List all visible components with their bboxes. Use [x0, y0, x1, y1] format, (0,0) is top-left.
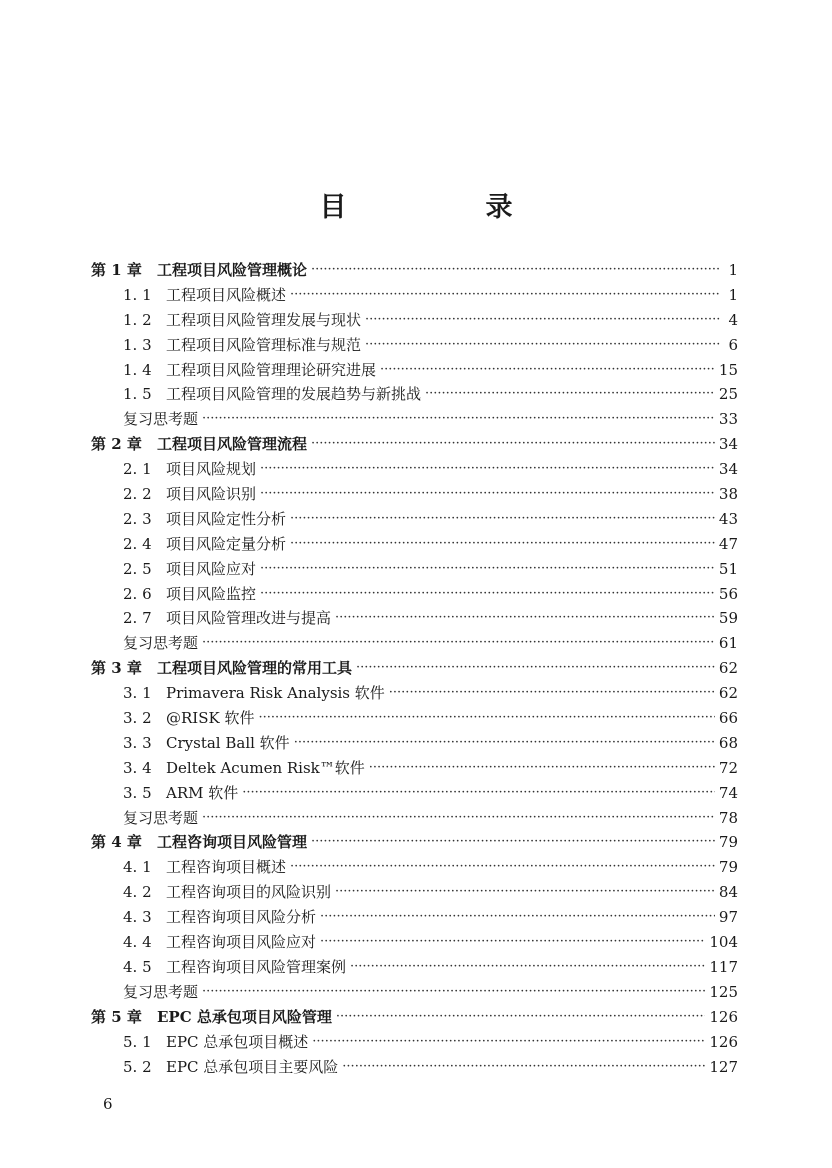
- toc-section-entry: [91, 606, 738, 631]
- toc-entry-page: 84: [718, 883, 738, 902]
- toc-entry-number: 2. 2: [123, 485, 152, 504]
- toc-section-entry: [91, 756, 738, 781]
- toc-leader-dots: [320, 905, 715, 930]
- toc-entry-number: 2. 3: [123, 509, 152, 528]
- toc-section-entry: [91, 880, 738, 905]
- toc-entry-label: 工程咨询项目的风险识别: [166, 883, 332, 902]
- toc-review-entry: [91, 806, 738, 831]
- toc-chapter-entry: [91, 258, 738, 283]
- toc-entry-page: 43: [718, 509, 738, 528]
- toc-entry-label: EPC 总承包项目主要风险: [166, 1057, 339, 1076]
- toc-entry-number: 1. 5: [123, 385, 152, 404]
- toc-review-entry: [91, 980, 738, 1005]
- toc-entry-label: 工程项目风险管理理论研究进展: [166, 360, 377, 379]
- toc-section-entry: [91, 532, 738, 557]
- toc-entry-label: 项目风险识别: [166, 485, 257, 504]
- toc-leader-dots: [356, 656, 715, 681]
- toc-section-entry: [91, 382, 738, 407]
- toc-entry-number: 2. 6: [123, 584, 152, 603]
- toc-leader-dots: [202, 407, 715, 432]
- toc-entry-page: 59: [718, 609, 738, 628]
- toc-entry-number: 1. 2: [123, 310, 152, 329]
- toc-section-entry: [91, 482, 738, 507]
- toc-section-entry: [91, 781, 738, 806]
- toc-entry-number: 4. 2: [123, 883, 152, 902]
- toc-entry-page: 47: [718, 534, 738, 553]
- toc-entry-page: 34: [718, 460, 738, 479]
- toc-list: [91, 258, 738, 1079]
- toc-entry-number: 4. 1: [123, 858, 152, 877]
- toc-leader-dots: [335, 606, 715, 631]
- toc-section-entry: [91, 955, 738, 980]
- toc-review-entry: [91, 407, 738, 432]
- toc-entry-page: 1: [728, 285, 738, 304]
- toc-leader-dots: [342, 1055, 705, 1080]
- toc-section-entry: [91, 507, 738, 532]
- toc-leader-dots: [336, 1005, 705, 1030]
- toc-entry-number: 4. 4: [123, 933, 152, 952]
- toc-entry-label: 工程咨询项目概述: [166, 858, 287, 877]
- toc-leader-dots: [335, 880, 715, 905]
- toc-leader-dots: [320, 930, 705, 955]
- toc-section-entry: [91, 457, 738, 482]
- page-number: 6: [103, 1095, 113, 1113]
- toc-entry-number: 1. 4: [123, 360, 152, 379]
- toc-entry-label: ARM 软件: [166, 783, 239, 802]
- toc-entry-page: 62: [718, 659, 738, 678]
- toc-review-entry: [91, 631, 738, 656]
- toc-leader-dots: [369, 756, 715, 781]
- toc-entry-label: EPC 总承包项目风险管理: [157, 1007, 332, 1026]
- toc-leader-dots: [312, 1030, 705, 1055]
- toc-entry-label: 项目风险定性分析: [166, 509, 287, 528]
- toc-chapter-entry: [91, 1005, 738, 1030]
- toc-entry-page: 72: [718, 758, 738, 777]
- toc-leader-dots: [260, 482, 715, 507]
- toc-entry-label: 项目风险规划: [166, 460, 257, 479]
- toc-entry-number: 第 1 章: [91, 261, 142, 279]
- toc-section-entry: [91, 358, 738, 383]
- toc-entry-label: 工程项目风险管理流程: [157, 435, 308, 454]
- toc-entry-number: 3. 4: [123, 758, 152, 777]
- toc-entry-page: 66: [718, 709, 738, 728]
- toc-section-entry: [91, 855, 738, 880]
- toc-section-entry: [91, 1055, 738, 1080]
- toc-section-entry: [91, 1030, 738, 1055]
- toc-entry-label: 复习思考题: [123, 808, 199, 827]
- toc-leader-dots: [290, 507, 715, 532]
- toc-entry-page: 74: [718, 783, 738, 802]
- toc-chapter-entry: [91, 830, 738, 855]
- toc-entry-label: 工程项目风险管理的常用工具: [157, 659, 353, 678]
- toc-entry-label: 项目风险定量分析: [166, 534, 287, 553]
- toc-entry-number: 5. 1: [123, 1032, 152, 1051]
- toc-leader-dots: [202, 806, 715, 831]
- toc-entry-label: 项目风险监控: [166, 584, 257, 603]
- toc-entry-number: 3. 5: [123, 783, 152, 802]
- toc-leader-dots: [380, 358, 715, 383]
- toc-leader-dots: [260, 457, 715, 482]
- toc-entry-page: 68: [718, 733, 738, 752]
- toc-leader-dots: [365, 308, 720, 333]
- toc-entry-label: Crystal Ball 软件: [166, 733, 290, 752]
- toc-entry-label: 项目风险应对: [166, 559, 257, 578]
- toc-entry-page: 34: [718, 435, 738, 454]
- toc-entry-label: 项目风险管理改进与提高: [166, 609, 332, 628]
- toc-entry-label: 复习思考题: [123, 982, 199, 1001]
- toc-entry-page: 61: [718, 634, 738, 653]
- toc-entry-page: 62: [718, 684, 738, 703]
- toc-entry-number: 2. 4: [123, 534, 152, 553]
- toc-title: 目 录: [319, 192, 569, 223]
- toc-entry-label: 工程项目风险管理的发展趋势与新挑战: [166, 385, 422, 404]
- toc-entry-label: 工程项目风险概述: [166, 285, 287, 304]
- toc-leader-dots: [294, 731, 715, 756]
- toc-entry-label: 工程项目风险管理标准与规范: [166, 335, 362, 354]
- toc-section-entry: [91, 905, 738, 930]
- toc-entry-page: 1: [728, 261, 738, 279]
- toc-leader-dots: [311, 432, 715, 457]
- toc-entry-label: 工程项目风险管理概论: [157, 261, 308, 279]
- toc-entry-number: 5. 2: [123, 1057, 152, 1076]
- toc-section-entry: [91, 283, 738, 308]
- toc-section-entry: [91, 706, 738, 731]
- toc-entry-page: 25: [718, 385, 738, 404]
- toc-entry-number: 3. 2: [123, 709, 152, 728]
- toc-entry-number: 2. 1: [123, 460, 152, 479]
- toc-leader-dots: [260, 582, 715, 607]
- toc-entry-label: @RISK 软件: [166, 709, 255, 728]
- toc-leader-dots: [290, 855, 715, 880]
- toc-entry-page: 4: [728, 310, 738, 329]
- toc-entry-page: 127: [709, 1057, 738, 1076]
- toc-leader-dots: [290, 532, 715, 557]
- toc-entry-page: 97: [718, 908, 738, 927]
- toc-entry-label: Deltek Acumen Risk™软件: [166, 758, 365, 777]
- toc-entry-number: 第 2 章: [91, 435, 142, 454]
- toc-section-entry: [91, 308, 738, 333]
- toc-entry-page: 6: [728, 335, 738, 354]
- toc-section-entry: [91, 333, 738, 358]
- toc-leader-dots: [290, 283, 720, 308]
- toc-entry-number: 2. 5: [123, 559, 152, 578]
- toc-leader-dots: [311, 258, 720, 283]
- toc-entry-label: 复习思考题: [123, 410, 199, 429]
- toc-entry-page: 51: [718, 559, 738, 578]
- toc-entry-label: EPC 总承包项目概述: [166, 1032, 309, 1051]
- toc-section-entry: [91, 930, 738, 955]
- toc-entry-number: 3. 3: [123, 733, 152, 752]
- toc-section-entry: [91, 557, 738, 582]
- toc-entry-number: 1. 1: [123, 285, 152, 304]
- toc-entry-number: 1. 3: [123, 335, 152, 354]
- toc-leader-dots: [365, 333, 720, 358]
- toc-entry-label: 工程咨询项目风险管理: [157, 833, 308, 852]
- toc-entry-label: 工程咨询项目风险管理案例: [166, 957, 347, 976]
- toc-leader-dots: [202, 631, 715, 656]
- toc-entry-page: 56: [718, 584, 738, 603]
- toc-chapter-entry: [91, 656, 738, 681]
- toc-entry-page: 104: [709, 933, 738, 952]
- toc-leader-dots: [389, 681, 715, 706]
- toc-entry-page: 126: [709, 1007, 738, 1026]
- toc-leader-dots: [258, 706, 714, 731]
- toc-entry-page: 117: [709, 957, 738, 976]
- toc-entry-page: 79: [718, 833, 738, 852]
- toc-section-entry: [91, 582, 738, 607]
- toc-entry-number: 第 5 章: [91, 1007, 142, 1026]
- toc-entry-page: 38: [718, 485, 738, 504]
- toc-entry-page: 79: [718, 858, 738, 877]
- toc-entry-number: 4. 5: [123, 957, 152, 976]
- toc-leader-dots: [425, 382, 715, 407]
- toc-entry-number: 3. 1: [123, 684, 152, 703]
- toc-entry-label: Primavera Risk Analysis 软件: [166, 684, 385, 703]
- toc-entry-number: 第 4 章: [91, 833, 142, 852]
- toc-leader-dots: [202, 980, 705, 1005]
- toc-entry-page: 15: [718, 360, 738, 379]
- toc-entry-label: 复习思考题: [123, 634, 199, 653]
- toc-section-entry: [91, 731, 738, 756]
- toc-chapter-entry: [91, 432, 738, 457]
- toc-entry-label: 工程咨询项目风险分析: [166, 908, 317, 927]
- toc-entry-number: 2. 7: [123, 609, 152, 628]
- toc-leader-dots: [311, 830, 715, 855]
- toc-leader-dots: [242, 781, 715, 806]
- toc-entry-page: 125: [709, 982, 738, 1001]
- toc-entry-label: 工程咨询项目风险应对: [166, 933, 317, 952]
- toc-entry-page: 78: [718, 808, 738, 827]
- toc-entry-number: 第 3 章: [91, 659, 142, 678]
- toc-entry-label: 工程项目风险管理发展与现状: [166, 310, 362, 329]
- toc-entry-page: 33: [718, 410, 738, 429]
- toc-leader-dots: [260, 557, 715, 582]
- toc-entry-page: 126: [709, 1032, 738, 1051]
- toc-entry-number: 4. 3: [123, 908, 152, 927]
- toc-leader-dots: [350, 955, 705, 980]
- toc-section-entry: [91, 681, 738, 706]
